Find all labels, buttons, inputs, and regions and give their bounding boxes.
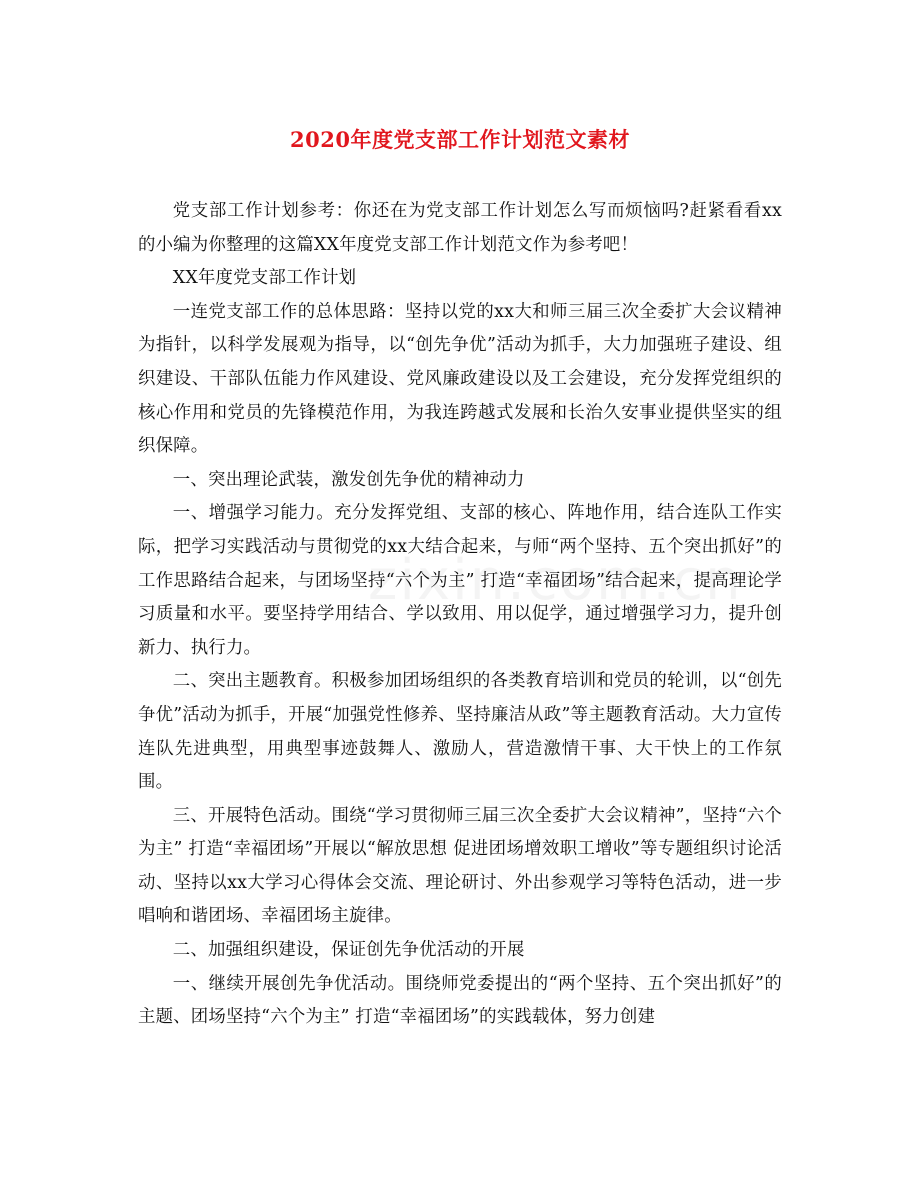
paragraph-theme-education: 二、突出主题教育。积极参加团场组织的各类教育培训和党员的轮训，以“创先争优”活动为抓手，开展“加强党性修养、坚持廉洁从政”等主题教育活动。大力宣传连队先进典型，用典型事迹鼓舞人、激励人，营造激情干事、大干快上的工作氛围。 [138, 671, 782, 793]
paragraph-section-one-heading: 一、突出理论武装，激发创先争优的精神动力 [172, 469, 525, 490]
paragraph-intro: 党支部工作计划参考：你还在为党支部工作计划怎么写而烦恼吗?赶紧看看xx的小编为你整理的这篇XX年度党支部工作计划范文作为参考吧！ [138, 201, 782, 255]
paragraph-special-activities: 三、开展特色活动。围绕“学习贯彻师三届三次全委扩大会议精神”，坚持“六个为主” 打造“幸福团场”开展以“解放思想 促进团场增效职工增收”等专题组织讨论活动、坚持以xx大学习心得体会交流、理论研讨、外出参观学习等特色活动，进一步唱响和谐团场、幸福团场主旋律。 [138, 805, 782, 927]
paragraph-continue-activities: 一、继续开展创先争优活动。围绕师党委提出的“两个坚持、五个突出抓好”的主题、团场坚持“六个为主” 打造“幸福团场”的实践载体，努力创建 [138, 973, 782, 1028]
paragraph-learning-ability: 一、增强学习能力。充分发挥党组、支部的核心、阵地作用，结合连队工作实际，把学习实践活动与贯彻党的xx大结合起来，与师“两个坚持、五个突出抓好”的工作思路结合起来，与团场坚持“六个为主” 打造“幸福团场”结合起来，提高理论学习质量和水平。要坚持学用结合、学以致用、用以促学，通过增强学习力，提升创新力、执行力。 [138, 503, 782, 658]
document-title: 2020年度党支部工作计划范文素材 [290, 127, 630, 152]
document-body [138, 195, 782, 1035]
paragraph-section-two-heading: 二、加强组织建设，保证创先争优活动的开展 [172, 940, 525, 961]
paragraph-plan-heading: XX年度党支部工作计划 [172, 268, 357, 289]
paragraph-overall-approach: 一连党支部工作的总体思路：坚持以党的xx大和师三届三次全委扩大会议精神为指针，以科学发展观为指导，以“创先争优”活动为抓手，大力加强班子建设、组织建设、干部队伍能力作风建设、党风廉政建设以及工会建设，充分发挥党组织的核心作用和党员的先锋模范作用，为我连跨越式发展和长治久安事业提供坚实的组织保障。 [138, 301, 782, 457]
